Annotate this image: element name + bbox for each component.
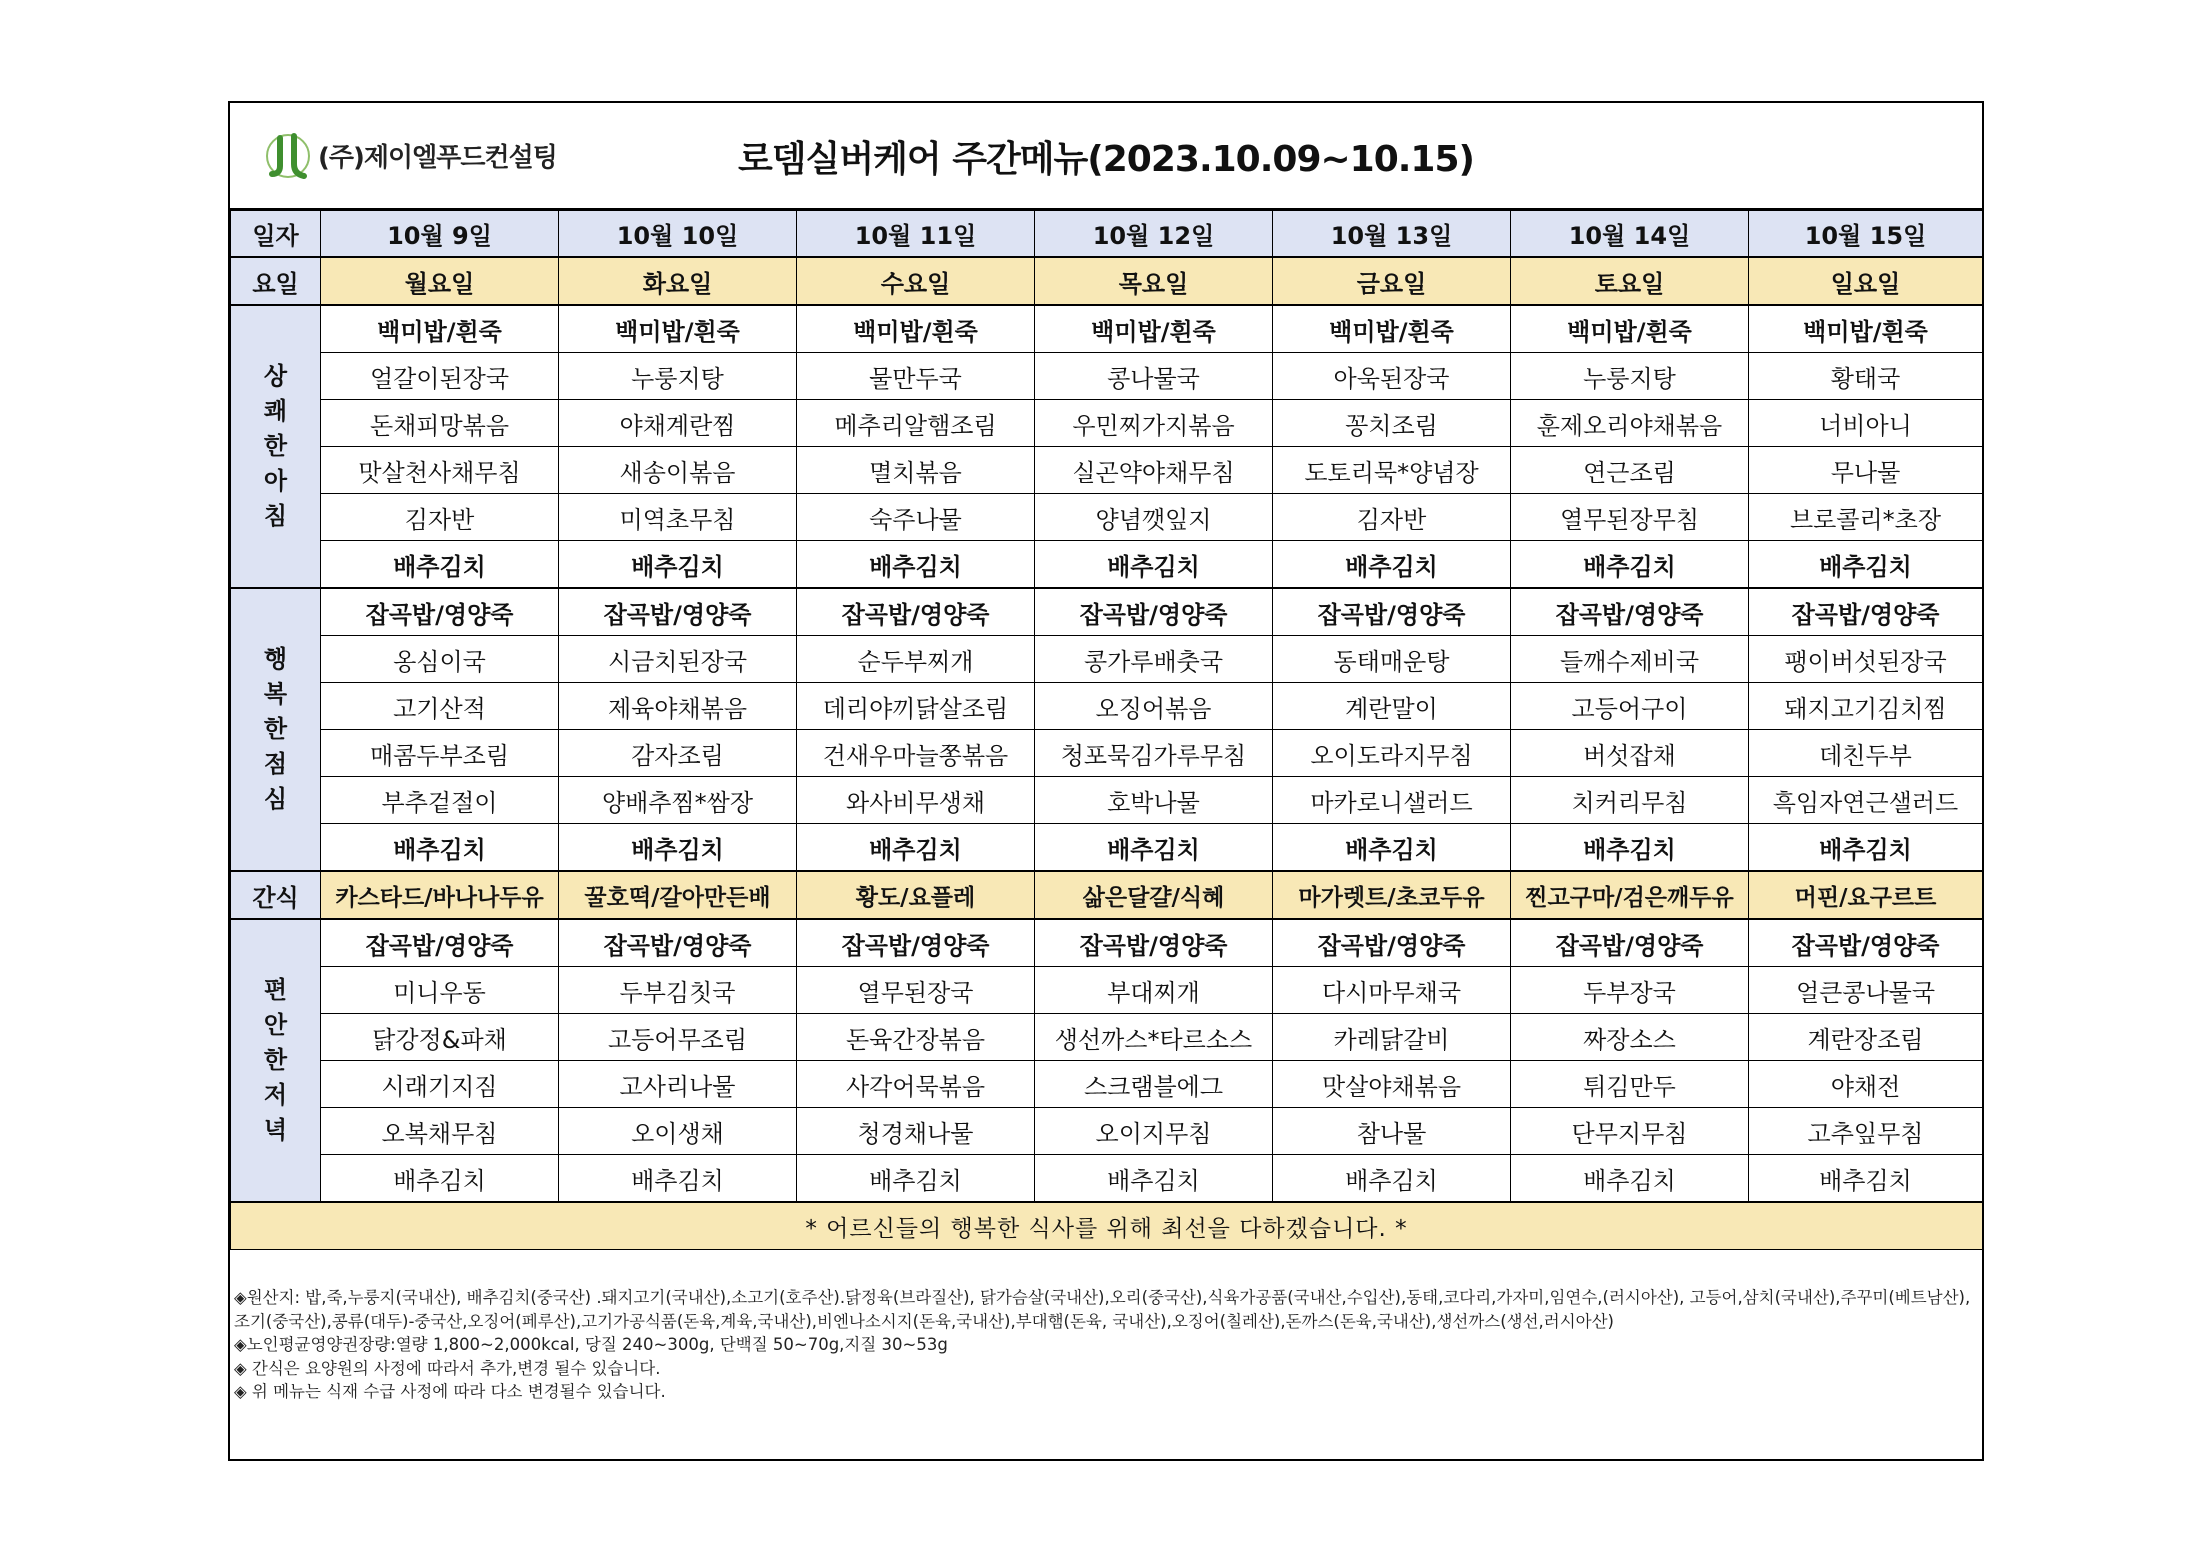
dinner-row [231,1061,1983,1108]
footnotes [234,1286,1972,1404]
menu-item: 배추김치 [797,824,1035,872]
menu-item: 브로콜리*초장 [1749,494,1983,541]
menu-item: 너비아니 [1749,400,1983,447]
lunch-row [231,730,1983,777]
dinner-row [231,919,1983,967]
menu-item: 튀김만두 [1511,1061,1749,1108]
menu-item: 배추김치 [321,541,559,589]
menu-item: 다시마무채국 [1273,967,1511,1014]
menu-item: 배추김치 [1273,541,1511,589]
menu-item: 멸치볶음 [797,447,1035,494]
menu-item: 양념깻잎지 [1035,494,1273,541]
menu-item: 맛살야채볶음 [1273,1061,1511,1108]
menu-item: 백미밥/흰죽 [1273,305,1511,353]
menu-item: 매콤두부조림 [321,730,559,777]
date-cell: 10월 13일 [1273,211,1511,258]
weekday-label: 요일 [231,257,321,305]
menu-item: 오징어볶음 [1035,683,1273,730]
menu-item: 계란장조림 [1749,1014,1983,1061]
snack-cell: 삶은달걀/식혜 [1035,871,1273,919]
dinner-label: 편 안 한 저 녁 [231,919,321,1202]
notice-banner: * 어르신들의 행복한 식사를 위해 최선을 다하겠습니다. * [231,1202,1983,1250]
menu-item: 잡곡밥/영양죽 [321,588,559,636]
menu-sheet [228,101,1984,1461]
menu-item: 배추김치 [1511,1155,1749,1203]
menu-item: 김자반 [1273,494,1511,541]
footnote-nutrition: ◈노인평균영양권장량:열량 1,800~2,000kcal, 당질 240~300g, 단백질 50~70g,지질 30~53g [234,1335,948,1354]
menu-item: 배추김치 [797,1155,1035,1203]
menu-item: 열무된장무침 [1511,494,1749,541]
menu-item: 단무지무침 [1511,1108,1749,1155]
menu-item: 버섯잡채 [1511,730,1749,777]
lunch-row [231,588,1983,636]
menu-item: 열무된장국 [797,967,1035,1014]
breakfast-label: 상 쾌 한 아 침 [231,305,321,588]
menu-item: 배추김치 [1273,824,1511,872]
footnote-menu-change: ◈ 위 메뉴는 식재 수급 사정에 따라 다소 변경될수 있습니다. [234,1382,666,1401]
menu-item: 치커리무침 [1511,777,1749,824]
menu-item: 연근조림 [1511,447,1749,494]
menu-item: 와사비무생채 [797,777,1035,824]
menu-item: 돈채피망볶음 [321,400,559,447]
menu-item: 잡곡밥/영양죽 [559,919,797,967]
breakfast-row [231,305,1983,353]
breakfast-row [231,447,1983,494]
menu-item: 김자반 [321,494,559,541]
menu-item: 잡곡밥/영양죽 [797,919,1035,967]
snack-cell: 꿀호떡/갈아만든배 [559,871,797,919]
menu-item: 흑임자연근샐러드 [1749,777,1983,824]
lunch-label: 행 복 한 점 심 [231,588,321,871]
menu-item: 시금치된장국 [559,636,797,683]
menu-item: 옹심이국 [321,636,559,683]
menu-item: 고사리나물 [559,1061,797,1108]
menu-item: 콩나물국 [1035,353,1273,400]
lunch-row [231,683,1983,730]
snack-row [231,871,1983,919]
dinner-row [231,967,1983,1014]
menu-item: 콩가루배춧국 [1035,636,1273,683]
menu-item: 돼지고기김치찜 [1749,683,1983,730]
menu-item: 잡곡밥/영양죽 [1273,588,1511,636]
footnote-snack: ◈ 간식은 요양원의 사정에 따라서 추가,변경 될수 있습니다. [234,1358,661,1378]
menu-item: 백미밥/흰죽 [1511,305,1749,353]
menu-item: 배추김치 [1035,541,1273,589]
menu-item: 두부장국 [1511,967,1749,1014]
menu-item: 돈육간장볶음 [797,1014,1035,1061]
menu-item: 배추김치 [1749,1155,1983,1203]
date-cell: 10월 11일 [797,211,1035,258]
menu-item: 잡곡밥/영양죽 [1511,588,1749,636]
date-row [231,211,1983,258]
menu-item: 청포묵김가루무침 [1035,730,1273,777]
menu-item: 양배추찜*쌈장 [559,777,797,824]
menu-item: 백미밥/흰죽 [1035,305,1273,353]
menu-item: 누룽지탕 [1511,353,1749,400]
breakfast-row [231,541,1983,589]
date-cell: 10월 15일 [1749,211,1983,258]
menu-item: 동태매운탕 [1273,636,1511,683]
menu-item: 야채전 [1749,1061,1983,1108]
menu-item: 배추김치 [559,824,797,872]
menu-item: 미역초무침 [559,494,797,541]
footnote-origin: ◈원산지: 밥,죽,누룽지(국내산), 배추김치(중국산) .돼지고기(국내산),소고기(호주산).닭정육(브라질산), 닭가슴살(국내산),오리(중국산),식육가공품(국내산,수입산),동태,코다리,가자미,임연수,(러시아산), 고등어,삼치(국내산),주꾸미(베트남산),조기(중국산),콩류(대두)-중국산,오징어(페루산),고기가공식품(돈육,계육,국내산),비엔나소시지(돈육,국내산),부대햄(돈육, 국내산),오징어(칠레산),돈까스(돈육,국내산),생선까스(생선,러시아산) [234,1288,1971,1331]
menu-item: 꽁치조림 [1273,400,1511,447]
menu-item: 시래기지짐 [321,1061,559,1108]
menu-item: 배추김치 [321,1155,559,1203]
menu-item: 메추리알햄조림 [797,400,1035,447]
weekday-cell: 수요일 [797,257,1035,305]
menu-item: 스크램블에그 [1035,1061,1273,1108]
menu-item: 청경채나물 [797,1108,1035,1155]
weekday-cell: 토요일 [1511,257,1749,305]
company-name: (주)제이엘푸드컨설팅 [318,143,557,173]
menu-item: 배추김치 [1273,1155,1511,1203]
menu-item: 잡곡밥/영양죽 [1749,919,1983,967]
menu-item: 누룽지탕 [559,353,797,400]
notice-row [231,1202,1983,1250]
menu-item: 잡곡밥/영양죽 [797,588,1035,636]
menu-item: 닭강정&파채 [321,1014,559,1061]
menu-item: 오이지무침 [1035,1108,1273,1155]
snack-cell: 찐고구마/검은깨두유 [1511,871,1749,919]
menu-item: 잡곡밥/영양죽 [1511,919,1749,967]
menu-item: 훈제오리야채볶음 [1511,400,1749,447]
snack-label: 간식 [231,871,321,919]
menu-item: 계란말이 [1273,683,1511,730]
menu-item: 잡곡밥/영양죽 [1749,588,1983,636]
snack-cell: 머핀/요구르트 [1749,871,1983,919]
menu-item: 야채계란찜 [559,400,797,447]
lunch-row [231,636,1983,683]
menu-item: 들깨수제비국 [1511,636,1749,683]
menu-item: 오복채무침 [321,1108,559,1155]
menu-item: 부추겉절이 [321,777,559,824]
menu-item: 생선까스*타르소스 [1035,1014,1273,1061]
date-label: 일자 [231,211,321,258]
menu-item: 물만두국 [797,353,1035,400]
weekday-cell: 목요일 [1035,257,1273,305]
menu-item: 배추김치 [1749,824,1983,872]
menu-item: 도토리묵*양념장 [1273,447,1511,494]
menu-item: 잡곡밥/영양죽 [321,919,559,967]
menu-item: 팽이버섯된장국 [1749,636,1983,683]
lunch-row [231,824,1983,872]
menu-item: 데리야끼닭살조림 [797,683,1035,730]
weekday-row [231,257,1983,305]
menu-item: 참나물 [1273,1108,1511,1155]
weekday-cell: 일요일 [1749,257,1983,305]
dinner-row [231,1108,1983,1155]
menu-item: 배추김치 [1035,824,1273,872]
menu-item: 황태국 [1749,353,1983,400]
menu-item: 아욱된장국 [1273,353,1511,400]
date-cell: 10월 14일 [1511,211,1749,258]
menu-item: 배추김치 [559,541,797,589]
menu-item: 배추김치 [321,824,559,872]
weekday-cell: 금요일 [1273,257,1511,305]
breakfast-row [231,400,1983,447]
weekday-cell: 화요일 [559,257,797,305]
menu-item: 배추김치 [1749,541,1983,589]
menu-item: 백미밥/흰죽 [321,305,559,353]
menu-item: 건새우마늘쫑볶음 [797,730,1035,777]
menu-item: 카레닭갈비 [1273,1014,1511,1061]
menu-item: 배추김치 [1511,541,1749,589]
menu-item: 오이도라지무침 [1273,730,1511,777]
lunch-row [231,777,1983,824]
date-cell: 10월 9일 [321,211,559,258]
menu-item: 제육야채볶음 [559,683,797,730]
menu-item: 배추김치 [559,1155,797,1203]
menu-item: 마카로니샐러드 [1273,777,1511,824]
menu-item: 무나물 [1749,447,1983,494]
menu-item: 숙주나물 [797,494,1035,541]
menu-item: 고등어구이 [1511,683,1749,730]
breakfast-row [231,494,1983,541]
menu-item: 배추김치 [797,541,1035,589]
menu-item: 부대찌개 [1035,967,1273,1014]
dinner-row [231,1014,1983,1061]
menu-item: 고추잎무침 [1749,1108,1983,1155]
menu-item: 순두부찌개 [797,636,1035,683]
menu-item: 실곤약야채무침 [1035,447,1273,494]
menu-item: 배추김치 [1035,1155,1273,1203]
menu-item: 잡곡밥/영양죽 [1035,919,1273,967]
menu-item: 감자조림 [559,730,797,777]
menu-item: 백미밥/흰죽 [797,305,1035,353]
menu-item: 데친두부 [1749,730,1983,777]
menu-item: 두부김칫국 [559,967,797,1014]
menu-item: 잡곡밥/영양죽 [559,588,797,636]
menu-item: 고등어무조림 [559,1014,797,1061]
menu-item: 맛살천사채무침 [321,447,559,494]
menu-item: 백미밥/흰죽 [559,305,797,353]
menu-item: 백미밥/흰죽 [1749,305,1983,353]
menu-item: 우민찌가지볶음 [1035,400,1273,447]
menu-item: 미니우동 [321,967,559,1014]
page-title: 로뎀실버케어 주간메뉴(2023.10.09~10.15) [738,139,1474,180]
dinner-row [231,1155,1983,1203]
menu-item: 오이생채 [559,1108,797,1155]
menu-item: 얼갈이된장국 [321,353,559,400]
snack-cell: 카스타드/바나나두유 [321,871,559,919]
breakfast-row [231,353,1983,400]
date-cell: 10월 10일 [559,211,797,258]
menu-item: 새송이볶음 [559,447,797,494]
menu-item: 배추김치 [1511,824,1749,872]
date-cell: 10월 12일 [1035,211,1273,258]
menu-item: 잡곡밥/영양죽 [1035,588,1273,636]
menu-item: 사각어묵볶음 [797,1061,1035,1108]
menu-item: 얼큰콩나물국 [1749,967,1983,1014]
menu-item: 호박나물 [1035,777,1273,824]
menu-item: 짜장소스 [1511,1014,1749,1061]
weekday-cell: 월요일 [321,257,559,305]
menu-item: 고기산적 [321,683,559,730]
sheet-header [230,103,1982,210]
snack-cell: 마가렛트/초코두유 [1273,871,1511,919]
weekly-menu-table [230,210,1983,1250]
snack-cell: 황도/요플레 [797,871,1035,919]
menu-item: 잡곡밥/영양죽 [1273,919,1511,967]
